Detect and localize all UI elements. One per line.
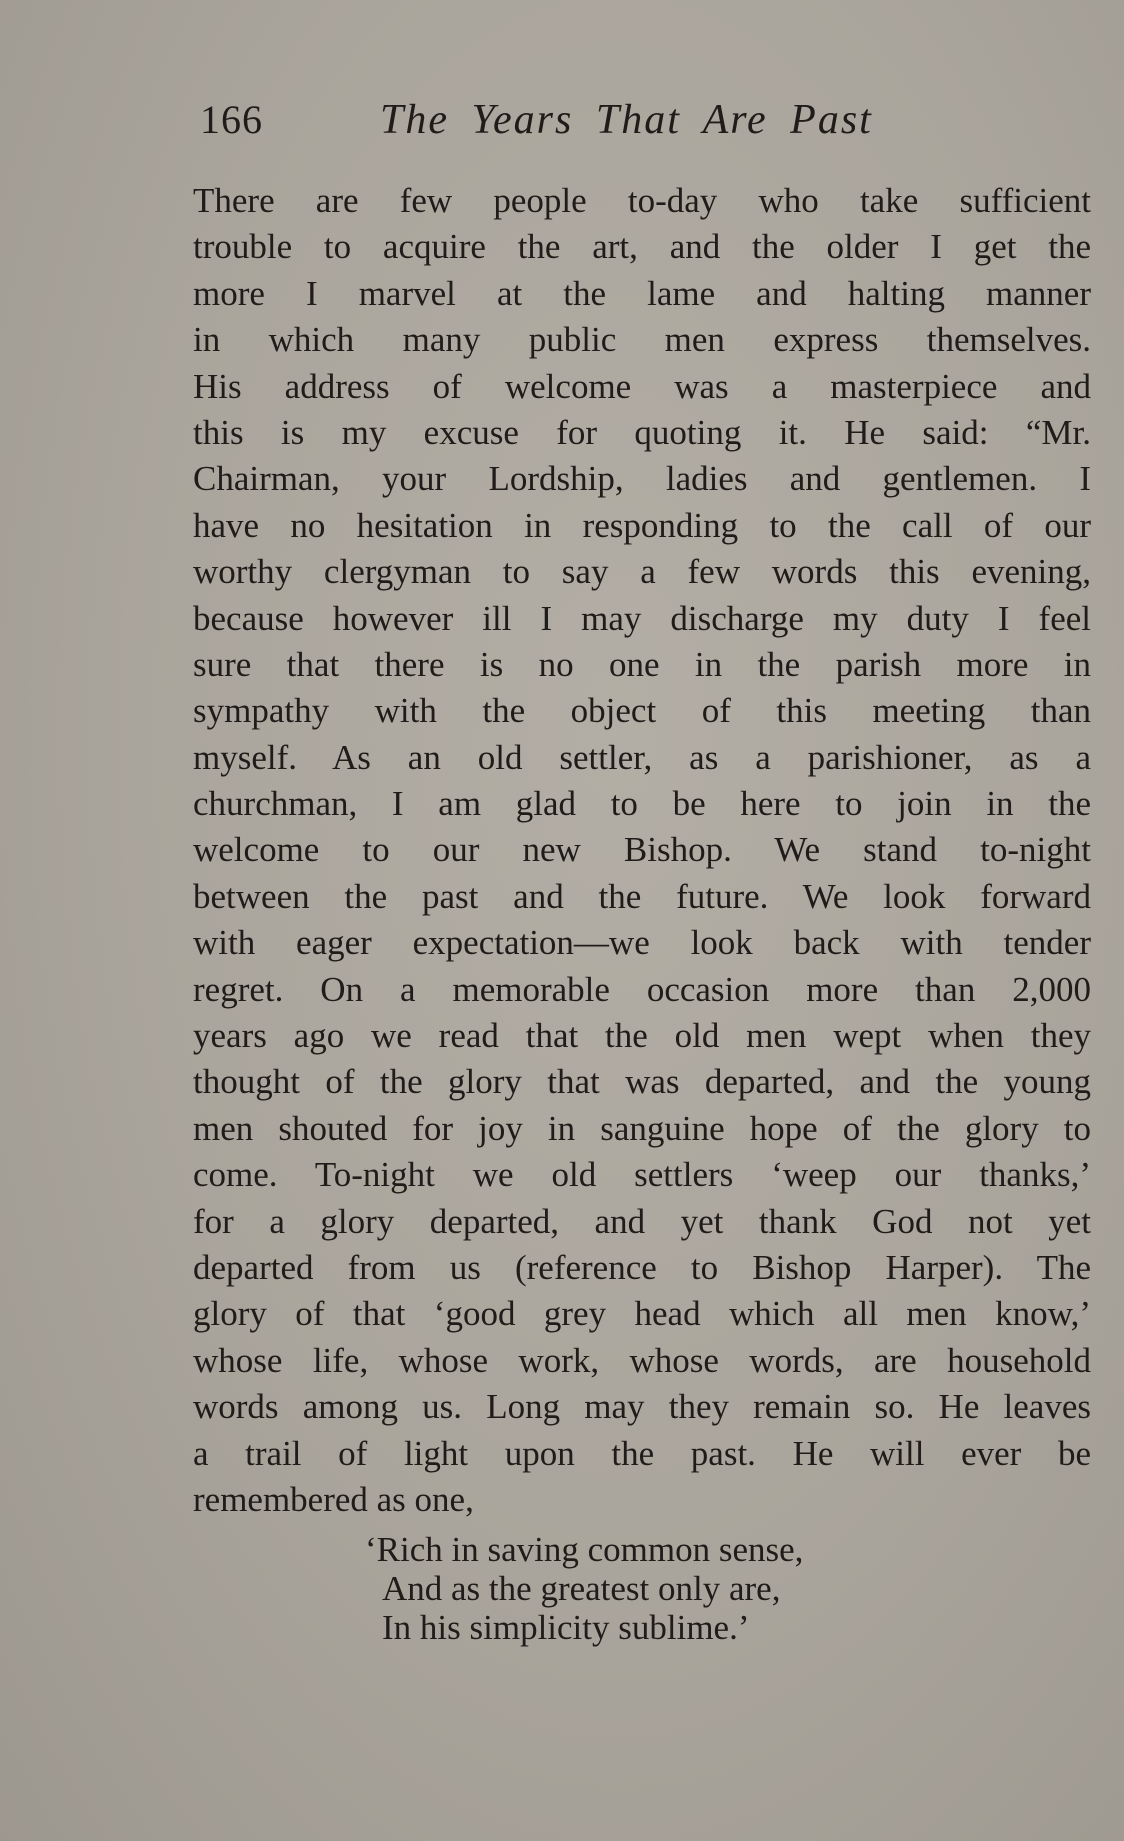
text-line: His address of welcome was a masterpiece and: [193, 366, 1091, 406]
verse-line: And as the greatest only are,: [382, 1569, 781, 1608]
body-paragraph: [193, 178, 1091, 1523]
text-line: more I marvel at the lame and halting manner: [193, 273, 1091, 313]
text-line: There are few people to-day who take sufficient: [193, 181, 1091, 220]
text-line: words among us. Long may they remain so. He leaves: [193, 1387, 1091, 1427]
text-line: trouble to acquire the art, and the older I get the: [193, 227, 1091, 267]
text-line: in which many public men express themselves.: [193, 320, 1091, 360]
text-line: glory of that ‘good grey head which all men know,’: [193, 1294, 1091, 1334]
text-line: departed from us (reference to Bishop Harper). The: [193, 1247, 1091, 1287]
page-header: [200, 96, 920, 152]
text-line: churchman, I am glad to be here to join in the: [193, 784, 1091, 824]
verse-line: ‘Rich in saving common sense,: [365, 1530, 804, 1569]
text-line: sure that there is no one in the parish more in: [193, 644, 1091, 684]
text-line: between the past and the future. We look forward: [193, 876, 1091, 916]
text-line: have no hesitation in responding to the call of our: [193, 505, 1091, 545]
text-line: men shouted for joy in sanguine hope of the glory to: [193, 1108, 1091, 1148]
text-line: for a glory departed, and yet thank God not yet: [193, 1201, 1091, 1241]
text-line: remembered as one,: [193, 1479, 474, 1519]
text-line: welcome to our new Bishop. We stand to-night: [193, 830, 1091, 870]
text-line: myself. As an old settler, as a parishioner, as a: [193, 737, 1091, 777]
text-line: years ago we read that the old men wept when they: [193, 1016, 1091, 1056]
text-line: because however ill I may discharge my duty I feel: [193, 598, 1091, 638]
text-line: worthy clergyman to say a few words this evening,: [193, 552, 1091, 592]
text-line: this is my excuse for quoting it. He said: “Mr.: [193, 412, 1091, 452]
text-line: regret. On a memorable occasion more than 2,000: [193, 969, 1091, 1009]
text-line: sympathy with the object of this meeting than: [193, 691, 1091, 731]
text-line: with eager expectation—we look back with tender: [193, 923, 1091, 963]
text-line: thought of the glory that was departed, and the young: [193, 1062, 1091, 1102]
page-number: 166: [200, 97, 263, 142]
text-line: a trail of light upon the past. He will ever be: [193, 1433, 1091, 1473]
verse-line: In his simplicity sublime.’: [382, 1608, 750, 1647]
running-title: The Years That Are Past: [380, 97, 873, 143]
text-line: come. To-night we old settlers ‘weep our thanks,’: [193, 1155, 1091, 1195]
verse-quotation: [365, 1530, 965, 1647]
text-line: whose life, whose work, whose words, are household: [193, 1340, 1091, 1380]
text-line: Chairman, your Lordship, ladies and gentlemen. I: [193, 459, 1091, 499]
